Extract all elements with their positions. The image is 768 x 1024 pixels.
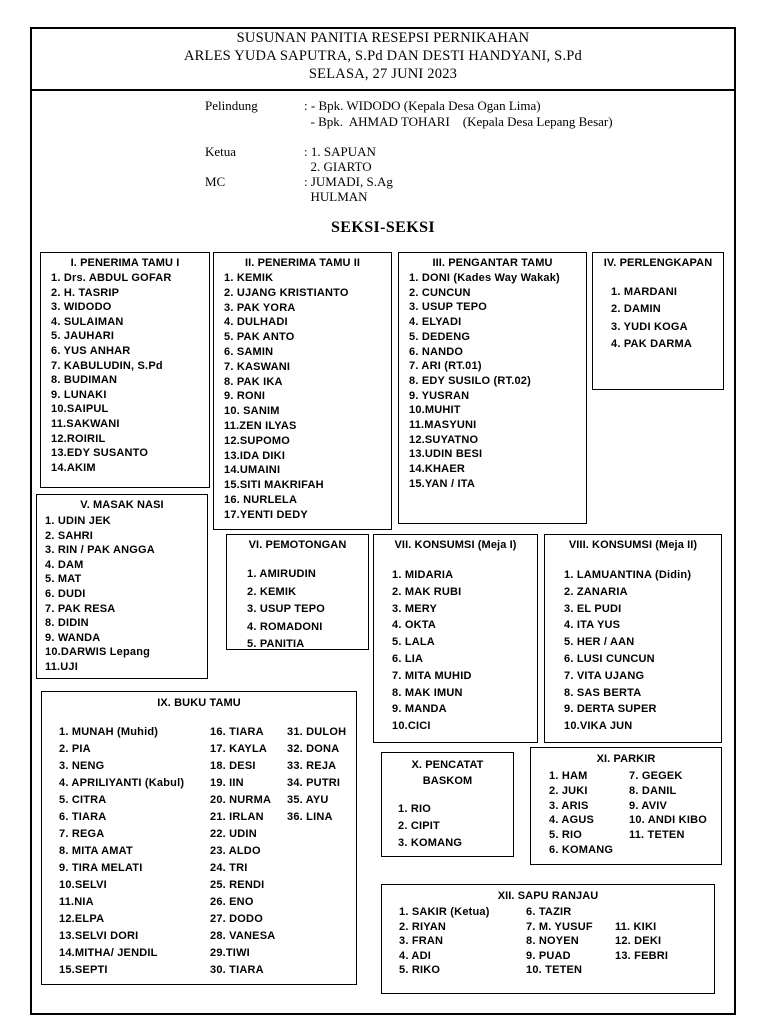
member-name: 11.SAKWANI [51,417,120,430]
member-name: 9. DERTA SUPER [564,703,657,716]
member-name: 5. PANITIA [247,638,305,650]
member-name: 10. TETEN [526,964,583,977]
member-name: 11. KIKI [615,920,657,933]
member-name: 6. LUSI CUNCUN [564,652,655,665]
member-name: 6. KOMANG [549,843,614,856]
member-name: 2. MAK RUBI [392,585,462,598]
member-name: 4. DAM [45,558,84,571]
pelindung-label: Pelindung [205,98,258,113]
member-name: 35. AYU [287,794,329,806]
section-perlengkapan [592,252,724,390]
member-name: 34. PUTRI [287,777,341,789]
pelindung-line-2: - Bpk. AHMAD TOHARI (Kepala Desa Lepang Besar) [304,114,613,129]
member-name: 3. USUP TEPO [247,603,325,615]
member-name: 9. MANDA [392,703,447,716]
section-pemotongan [226,534,369,650]
member-name: 30. TIARA [210,964,264,976]
member-name: 11.NIA [59,896,94,908]
member-name: 8. MAK IMUN [392,686,463,699]
member-name: 19. IIN [210,777,244,789]
member-name: 17.YENTI DEDY [224,508,308,521]
member-name: 11.UJI [45,660,79,673]
member-name: 15.SITI MAKRIFAH [224,479,324,492]
member-name: 2. JUKI [549,784,588,797]
member-name: 23. ALDO [210,845,261,857]
member-name: 7. PAK RESA [45,602,116,615]
member-name: 7. MITA MUHID [392,669,472,682]
member-name: 8. SAS BERTA [564,686,642,699]
member-name: 27. DODO [210,913,263,925]
section-pencatat-baskom [381,752,514,857]
member-name: 36. LINA [287,811,333,823]
header-couple-names: ARLES YUDA SAPUTRA, S.Pd DAN DESTI HANDYANI, S.Pd [184,48,582,64]
member-name: 14.UMAINI [224,464,281,477]
member-name: 3. NENG [59,760,105,772]
member-name: 4. AGUS [549,814,595,827]
member-name: 6. DUDI [45,587,86,600]
member-name: 9. RONI [224,390,266,403]
member-name: 9. AVIV [629,799,668,812]
member-name: 7. KABULUDIN, S.Pd [51,359,163,372]
member-name: 2. CUNCUN [409,286,471,299]
member-name: 3. KOMANG [398,837,463,849]
member-name: 25. RENDI [210,879,265,891]
member-name: 17. KAYLA [210,743,268,755]
member-name: 7. GEGEK [629,770,683,782]
member-name: 12.SUYATNO [409,433,479,446]
section-konsumsi-meja-1 [373,534,538,743]
section-title: V. MASAK NASI [80,499,164,511]
member-name: 2. CIPIT [398,820,440,832]
header-title: SUSUNAN PANITIA RESEPSI PERNIKAHAN [236,30,530,46]
member-name: 22. UDIN [210,828,257,840]
section-penerima-tamu-1 [40,252,210,488]
member-name: 3. EL PUDI [564,602,622,615]
member-list-col-2 [629,769,707,843]
member-name: 1. LAMUANTINA (Didin) [564,569,692,581]
member-name: 7. KASWANI [224,360,291,373]
member-name: 6. LIA [392,652,424,665]
header-date: SELASA, 27 JUNI 2023 [308,66,458,82]
member-name: 14.MITHA/ JENDIL [59,947,158,959]
member-name: 6. TIARA [59,811,107,823]
member-list-col-1 [549,769,613,858]
member-name: 4. SULAIMAN [51,315,124,328]
member-name: 1. Drs. ABDUL GOFAR [51,272,172,284]
member-name: 3. YUDI KOGA [611,320,688,333]
header-divider [30,89,736,91]
member-name: 12.ELPA [59,913,105,925]
member-name: 5. MAT [45,573,82,586]
member-name: 12.ROIRIL [51,432,106,445]
member-name: 4. DULHADI [224,316,288,329]
pelindung-line-1: : - Bpk. WIDODO (Kepala Desa Ogan Lima) [304,98,541,113]
member-name: 2. RIYAN [399,920,447,933]
member-name: 6. SAMIN [224,345,274,358]
member-name: 3. MERY [392,602,438,615]
member-name: 3. ARIS [549,799,589,812]
member-name: 7. VITA UJANG [564,669,645,682]
member-name: 7. M. YUSUF [526,920,593,933]
member-list [247,566,325,654]
member-name: 4. APRILIYANTI (Kabul) [59,777,185,789]
member-name: 8. DANIL [629,784,677,797]
member-list-col-2 [210,724,275,979]
member-name: 5. CITRA [59,794,107,806]
section-title: IV. PERLENGKAPAN [603,257,713,269]
member-name: 3. PAK YORA [224,301,296,314]
member-name: 2. DAMIN [611,303,661,316]
member-name: 4. ITA YUS [564,619,621,632]
member-name: 4. ELYADI [409,316,462,329]
section-sapu-ranjau [381,884,715,994]
member-name: 2. PIA [59,743,91,755]
member-name: 2. ZANARIA [564,585,628,598]
member-name: 4. OKTA [392,619,436,632]
member-list [611,284,692,354]
member-name: 10.MUHIT [409,404,461,417]
member-name: 9. TIRA MELATI [59,862,143,874]
section-title: VII. KONSUMSI (Meja I) [394,539,517,551]
ketua-line-2: 2. GIARTO [304,159,372,174]
member-name: 31. DULOH [287,726,347,738]
section-title: XII. SAPU RANJAU [497,890,599,902]
member-list [392,567,472,735]
member-name: 8. EDY SUSILO (RT.02) [409,374,531,387]
member-name: 13.UDIN BESI [409,448,483,461]
member-name: 8. BUDIMAN [51,374,118,387]
member-name: 9. WANDA [45,631,101,644]
ketua-label: Ketua [205,144,237,159]
member-name: 8. DIDIN [45,617,89,630]
member-name: 12.SUPOMO [224,434,290,447]
member-name: 11.ZEN ILYAS [224,419,297,432]
member-name: 1. HAM [549,770,588,782]
member-name: 4. ROMADONI [247,620,323,633]
member-name: 12. DEKI [615,935,662,948]
member-name: 4. ADI [399,949,431,962]
member-name: 4. PAK DARMA [611,338,693,351]
member-name: 24. TRI [210,862,248,874]
member-name: 2. UJANG KRISTIANTO [224,286,349,299]
member-name: 1. MARDANI [611,286,678,298]
member-name: 15.YAN / ITA [409,477,475,490]
member-list [45,514,155,675]
member-name: 18. DESI [210,760,256,772]
member-name: 13. FEBRI [615,949,669,962]
member-list [224,271,349,523]
member-name: 13.EDY SUSANTO [51,447,149,460]
member-name: 33. REJA [287,760,337,772]
mc-line-2: HULMAN [304,189,368,204]
member-list-col-3 [287,724,346,826]
member-name: 8. MITA AMAT [59,845,133,857]
section-buku-tamu [41,691,357,985]
member-name: 9. LUNAKI [51,388,107,401]
member-list [398,801,462,852]
member-list [409,271,560,492]
member-name: 1. KEMIK [224,272,274,284]
member-name: 10.SELVI [59,879,107,891]
section-title: VIII. KONSUMSI (Meja II) [568,539,698,551]
member-name: 1. DONI (Kades Way Wakak) [409,272,560,284]
section-pengantar-tamu [398,252,587,524]
member-name: 1. MUNAH (Muhid) [59,726,159,738]
section-penerima-tamu-2 [213,252,392,530]
member-name: 10.SAIPUL [51,403,109,416]
member-name: 11.MASYUNI [409,419,477,432]
member-name: 9. YUSRAN [409,389,470,402]
member-name: 10.VIKA JUN [564,720,633,733]
member-list-col-1 [59,724,184,979]
section-title-line-1: X. PENCATAT [411,759,484,771]
member-name: 10. ANDI KIBO [629,814,707,827]
section-masak-nasi [36,494,208,679]
member-name: 2. KEMIK [247,585,297,598]
member-name: 16. NURLELA [224,493,298,506]
member-name: 9. PUAD [526,949,571,962]
section-title: II. PENERIMA TAMU II [244,257,361,269]
section-title: VI. PEMOTONGAN [248,539,347,551]
member-name: 3. USUP TEPO [409,301,487,314]
section-parkir [530,747,722,865]
member-name: 10. SANIM [224,405,280,418]
member-list-col-2 [526,905,593,978]
member-name: 8. PAK IKA [224,375,283,388]
member-name: 14.KHAER [409,463,466,476]
ketua-line-1: : 1. SAPUAN [304,144,376,159]
member-name: 13.IDA DIKI [224,449,286,462]
member-name: 3. WIDODO [51,301,112,314]
member-name: 5. RIKO [399,964,441,977]
member-name: 7. REGA [59,828,105,840]
member-name: 1. RIO [398,803,431,815]
member-name: 3. FRAN [399,935,444,948]
member-name: 5. RIO [549,829,582,842]
member-name: 5. LALA [392,636,435,649]
mc-line-1: : JUMADI, S.Ag [304,174,393,189]
member-name: 28. VANESA [210,930,276,942]
member-name: 15.SEPTI [59,964,108,976]
member-name: 7. ARI (RT.01) [409,360,482,373]
member-name: 1. SAKIR (Ketua) [399,906,490,918]
member-name: 2. SAHRI [45,529,94,542]
member-name: 10.DARWIS Lepang [45,646,151,659]
member-name: 32. DONA [287,743,340,755]
member-name: 5. JAUHARI [51,330,115,343]
member-name: 13.SELVI DORI [59,930,139,942]
member-list-col-1 [399,905,490,978]
section-title: III. PENGANTAR TAMU [432,257,553,269]
section-title-line-2: BASKOM [422,775,473,787]
mc-label: MC [205,174,226,189]
member-name: 11. TETEN [629,829,685,842]
member-name: 21. IRLAN [210,811,264,823]
member-name: 6. TAZIR [526,906,572,918]
member-name: 5. PAK ANTO [224,331,295,344]
member-name: 20. NURMA [210,794,272,806]
member-name: 1. UDIN JEK [45,515,111,527]
member-list [51,271,172,475]
member-name: 5. DEDENG [409,330,471,343]
section-title: IX. BUKU TAMU [157,697,241,709]
seksi-title: SEKSI-SEKSI [330,219,435,236]
section-title: I. PENERIMA TAMU I [70,257,180,269]
member-list [564,567,691,735]
member-name: 29.TIWI [210,947,250,959]
member-name: 3. RIN / PAK ANGGA [45,544,155,557]
member-name: 6. YUS ANHAR [51,344,131,357]
member-name: 1. AMIRUDIN [247,568,317,580]
section-konsumsi-meja-2 [544,534,722,743]
member-name: 2. H. TASRIP [51,286,120,299]
member-name: 1. MIDARIA [392,569,454,581]
member-name: 14.AKIM [51,461,96,474]
member-list-col-3 [615,920,668,964]
member-name: 6. NANDO [409,345,464,358]
member-name: 16. TIARA [210,726,264,738]
member-name: 26. ENO [210,896,254,908]
section-title: XI. PARKIR [596,753,656,765]
member-name: 10.CICI [392,720,431,733]
member-name: 8. NOYEN [526,935,579,948]
member-name: 5. HER / AAN [564,636,635,649]
